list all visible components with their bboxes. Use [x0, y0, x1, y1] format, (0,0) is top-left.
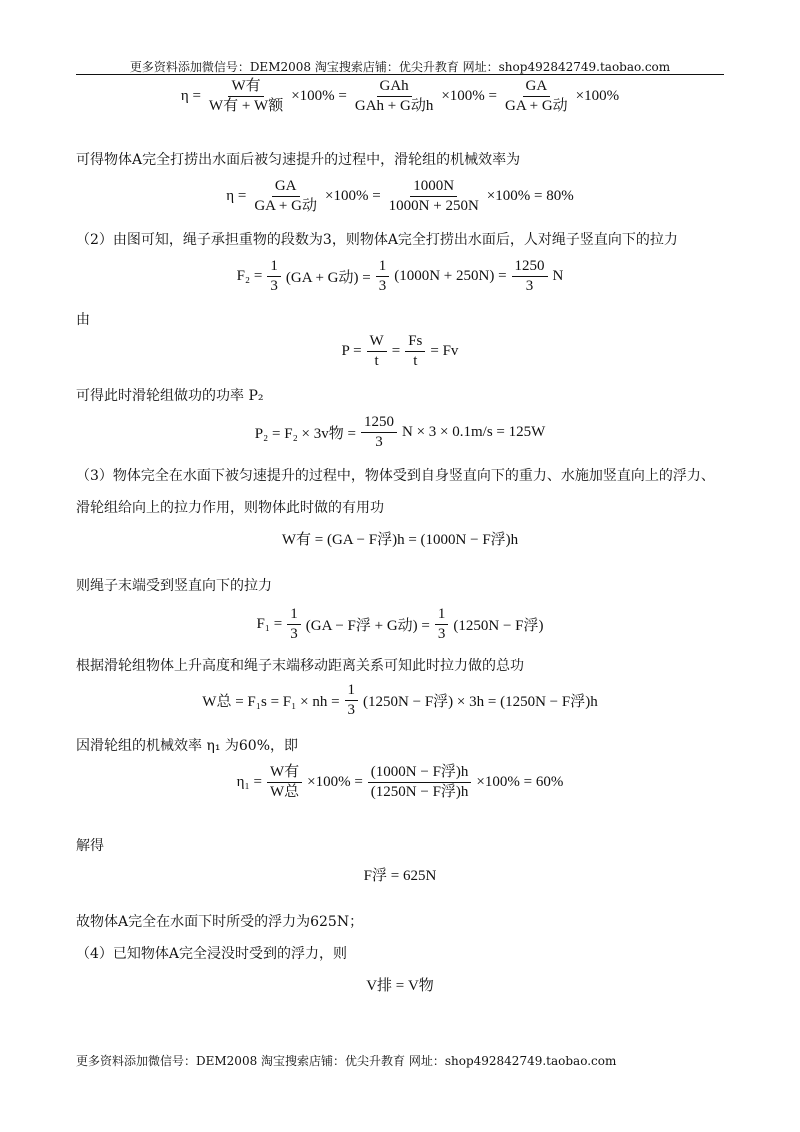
equation-volume: V排 = V物: [366, 978, 434, 994]
equation-efficiency-general: η = $\frac{\text{W有}}{\text{W有 + W额}}$ ×100% = $\frac{\text{GAh}}{\text{GAh + G动h}}$ ×100% = $\frac{GA}{\text{GA + G动}}$ ×100%: [180, 78, 620, 114]
text-line: 由: [76, 312, 90, 328]
text-line: 则绳子末端受到竖直向下的拉力: [76, 578, 272, 594]
equation-power-p2: P₂ = F₂ × 3v物 = $\frac{1250}{3}$ N × 3 × 0.1m/s = 125W: [254, 414, 546, 450]
page-header: 更多资料添加微信号：DEM2008 淘宝搜索店铺：优尖升教育 网址：shop492842749.taobao.com: [129, 60, 671, 74]
equation-total-work: W总 = F₁s = F₁ × nh = $\frac{1}{3}$ (1250N − F浮) × 3h = (1250N − F浮)h: [202, 682, 598, 718]
text-line: 滑轮组给向上的拉力作用，则物体此时做的有用功: [76, 500, 384, 516]
text-line: 根据滑轮组物体上升高度和绳子末端移动距离关系可知此时拉力做的总功: [76, 658, 524, 674]
text-line: 解得: [76, 838, 104, 854]
header-divider: [76, 74, 724, 75]
equation-efficiency-value: η = $\frac{GA}{\text{GA + G动}}$ ×100% = $\frac{1000N}{1000N + 250N}$ ×100% = 80%: [226, 178, 574, 214]
text-line: （2）由图可知，绳子承担重物的段数为3，则物体A完全打捞出水面后，人对绳子竖直向下的拉力: [76, 232, 678, 248]
text-line: 故物体A完全在水面下时所受的浮力为625N；: [76, 914, 364, 930]
equation-useful-work: W有 = (GA − F浮)h = (1000N − F浮)h: [281, 532, 519, 548]
equation-efficiency-eta1: η₁ = $\frac{\text{W有}}{\text{W总}}$ ×100% = $\frac{\text{(1000N − F浮)h}}{\text{(1250N − F浮)h}}$ ×100% = 60%: [236, 764, 564, 800]
text-line: 可得物体A完全打捞出水面后被匀速提升的过程中，滑轮组的机械效率为: [76, 152, 521, 168]
text-line: （4）已知物体A完全浸没时受到的浮力，则: [76, 946, 348, 962]
equation-buoyancy-result: F浮 = 625N: [363, 868, 437, 884]
equation-power-definition: P = $\frac{W}{t}$ = $\frac{Fs}{t}$ = Fv: [341, 333, 459, 369]
text-line: （3）物体完全在水面下被匀速提升的过程中，物体受到自身竖直向下的重力、水施加竖直向上的浮力、: [76, 468, 715, 484]
equation-pull-force-f2: F₂ = $\frac{1}{3}$ (GA + G动) = $\frac{1}{3}$ (1000N + 250N) = $\frac{1250}{3}$ N: [236, 258, 564, 294]
text-line: 可得此时滑轮组做功的功率 P₂: [76, 388, 264, 404]
page-footer: 更多资料添加微信号：DEM2008 淘宝搜索店铺：优尖升教育 网址：shop492842749.taobao.com: [76, 1054, 617, 1068]
equation-pull-force-f1: F₁ = $\frac{1}{3}$ (GA − F浮 + G动) = $\frac{1}{3}$ (1250N − F浮): [256, 606, 544, 642]
text-line: 因滑轮组的机械效率 η₁ 为60%，即: [76, 738, 299, 754]
